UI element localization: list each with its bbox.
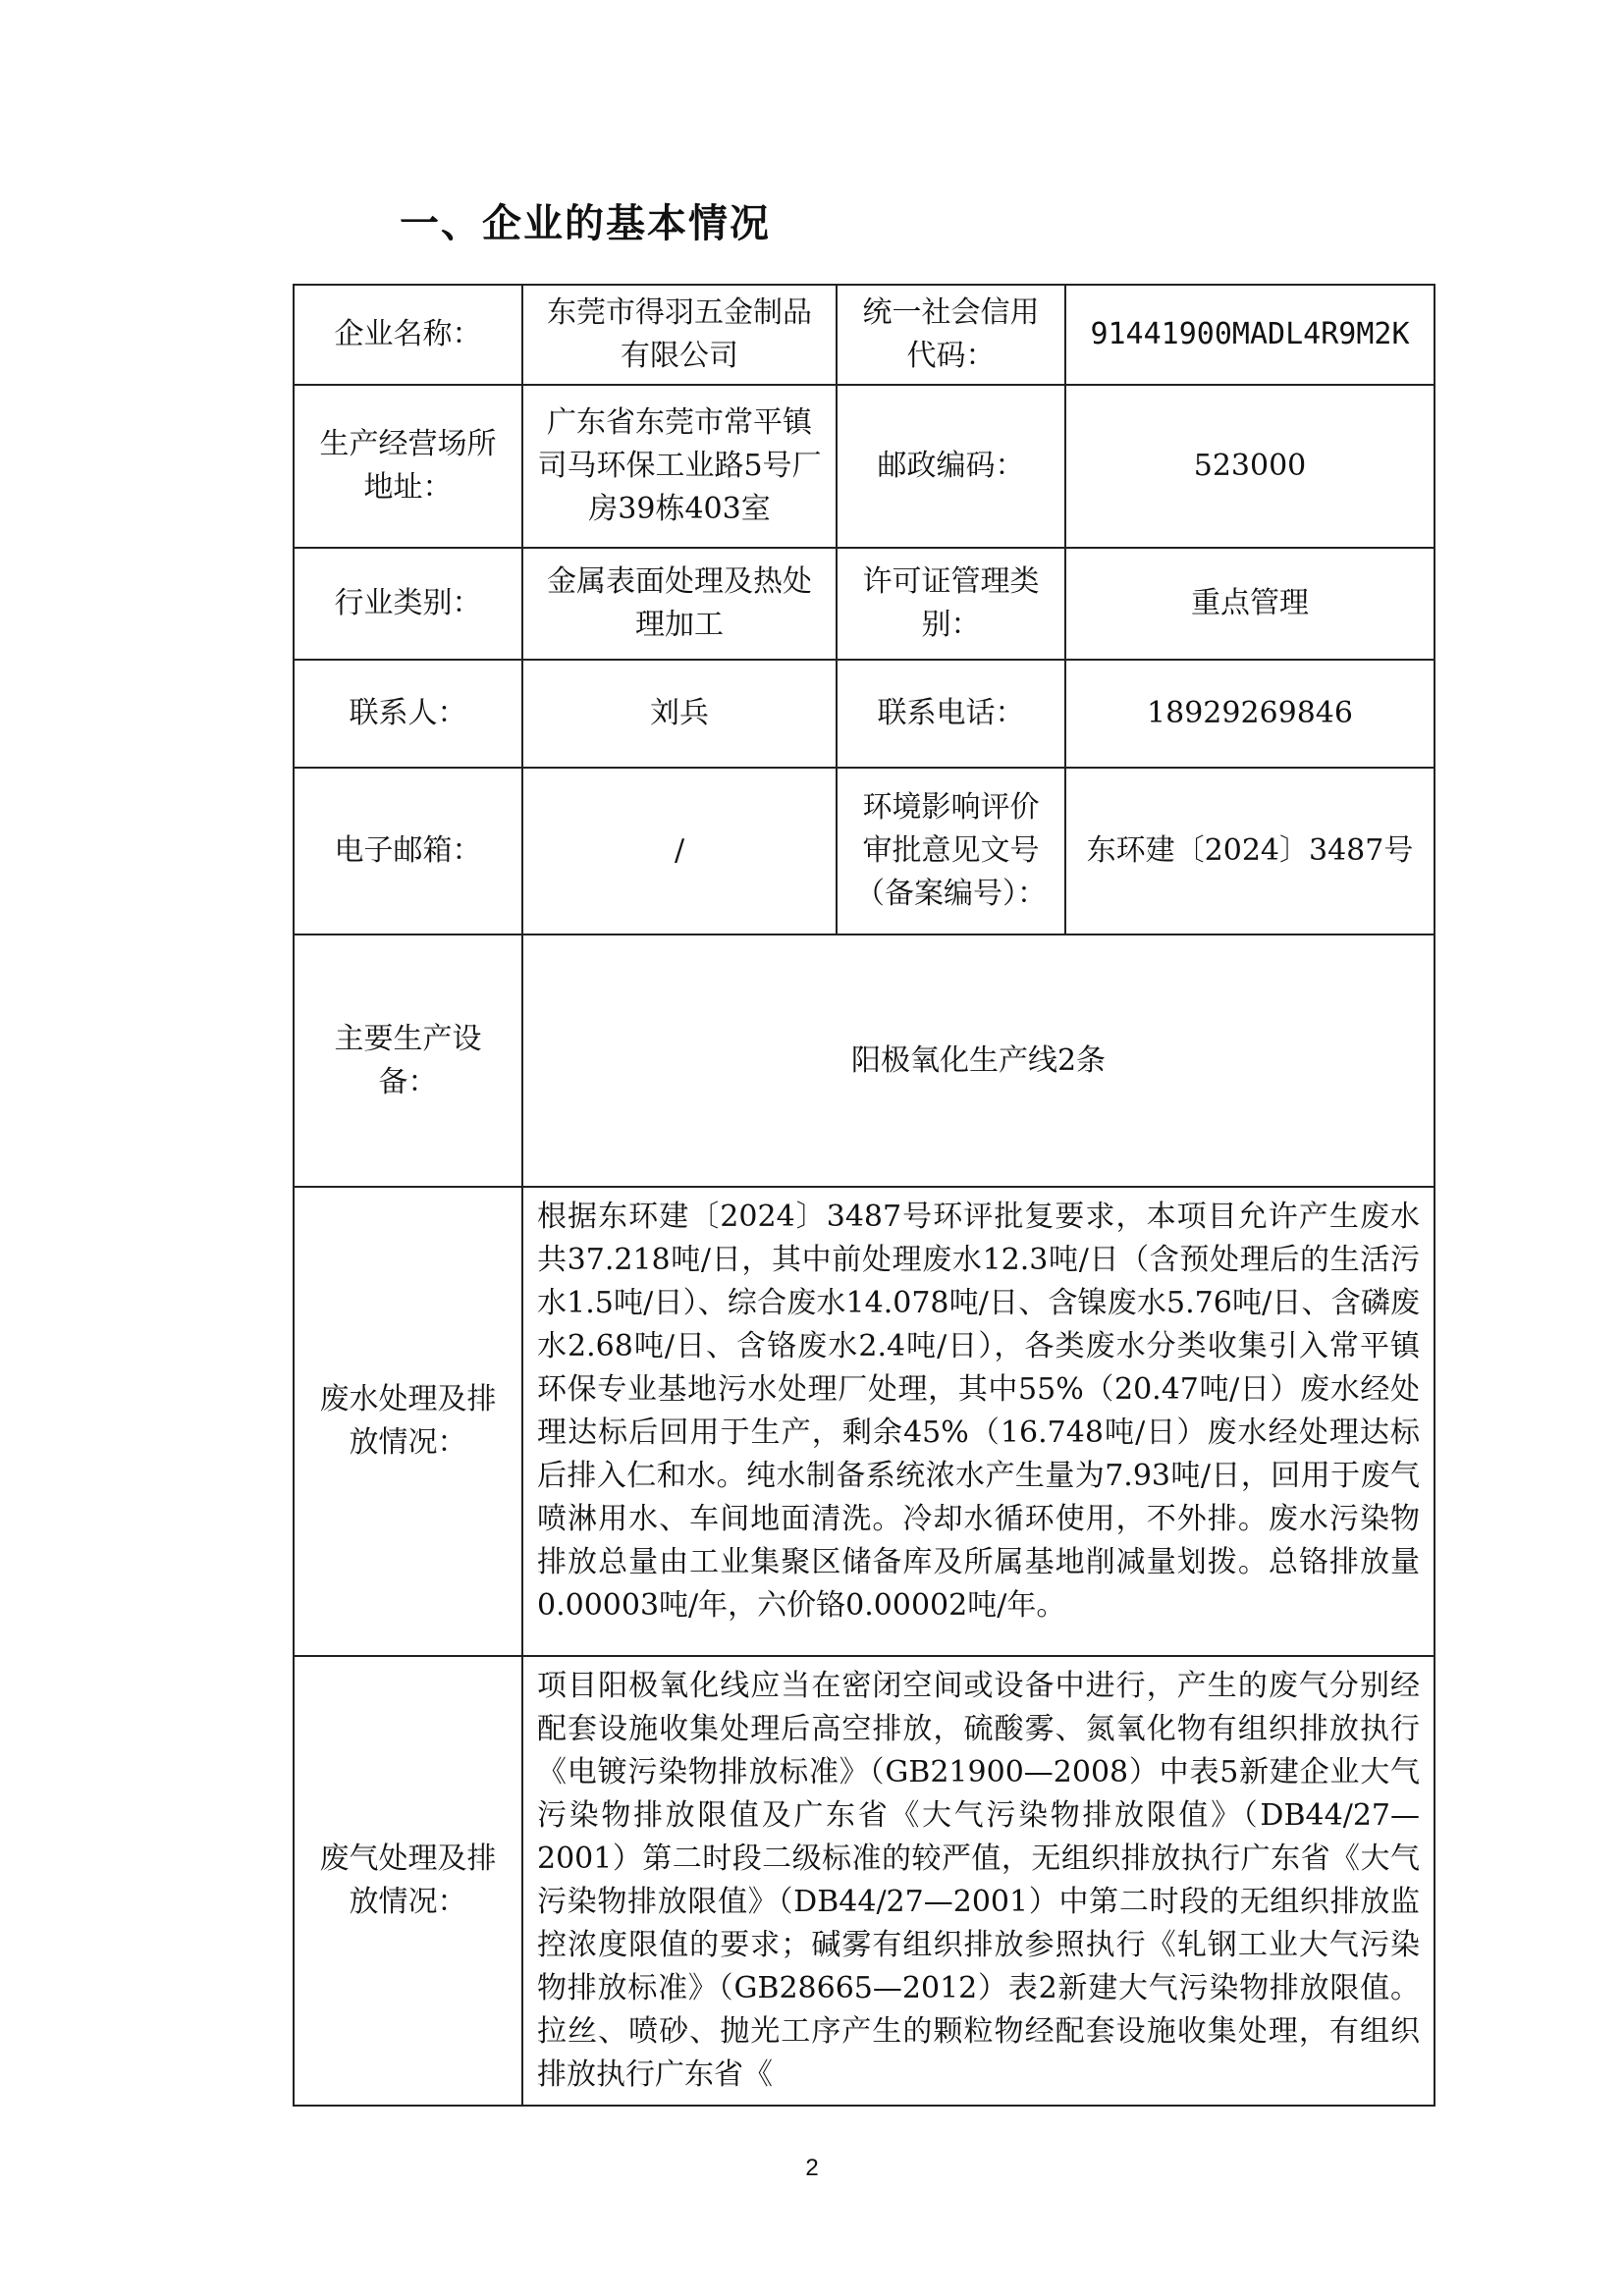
row-equipment	[294, 934, 1435, 1187]
permit-type: 重点管理	[1065, 548, 1435, 660]
row-address	[294, 385, 1435, 548]
email-label: 电子邮箱：	[294, 768, 522, 934]
postal-code: 523000	[1065, 385, 1435, 548]
credit-code: 91441900MADL4R9M2K	[1065, 285, 1435, 385]
equipment: 阳极氧化生产线2条	[522, 934, 1435, 1187]
enterprise-info-table	[293, 284, 1435, 2107]
permit-type-label: 许可证管理类别：	[837, 548, 1065, 660]
company-name: 东莞市得羽五金制品有限公司	[522, 285, 837, 385]
row-exhaust	[294, 1656, 1435, 2106]
row-wastewater	[294, 1187, 1435, 1656]
eia-number: 东环建〔2024〕3487号	[1065, 768, 1435, 934]
row-company	[294, 285, 1435, 385]
wastewater-label: 废水处理及排放情况：	[294, 1187, 522, 1656]
equipment-label: 主要生产设备：	[294, 934, 522, 1187]
row-contact	[294, 660, 1435, 768]
postal-code-label: 邮政编码：	[837, 385, 1065, 548]
wastewater-description: 根据东环建〔2024〕3487号环评批复要求，本项目允许产生废水共37.218吨/日，其中前处理废水12.3吨/日（含预处理后的生活污水1.5吨/日）、综合废水14.078吨/日、含镍废水5.76吨/日、含磷废水2.68吨/日、含铬废水2.4吨/日），各类废水分类收集引入常平镇环保专业基地污水处理厂处理，其中55%（20.47吨/日）废水经处理达标后回用于生产，剩余45%（16.748吨/日）废水经处理达标后排入仁和水。纯水制备系统浓水产生量为7.93吨/日，回用于废气喷淋用水、车间地面清洗。冷却水循环使用，不外排。废水污染物排放总量由工业集聚区储备库及所属基地削减量划拨。总铬排放量0.00003吨/年，六价铬0.00002吨/年。	[522, 1187, 1435, 1656]
phone-label: 联系电话：	[837, 660, 1065, 768]
exhaust-description: 项目阳极氧化线应当在密闭空间或设备中进行，产生的废气分别经配套设施收集处理后高空排放，硫酸雾、氮氧化物有组织排放执行《电镀污染物排放标准》（GB21900—2008）中表5新建企业大气污染物排放限值及广东省《大气污染物排放限值》（DB44/27—2001）第二时段二级标准的较严值，无组织排放执行广东省《大气污染物排放限值》（DB44/27—2001）中第二时段的无组织排放监控浓度限值的要求；碱雾有组织排放参照执行《轧钢工业大气污染物排放标准》（GB28665—2012）表2新建大气污染物排放限值。拉丝、喷砂、抛光工序产生的颗粒物经配套设施收集处理，有组织排放执行广东省《	[522, 1656, 1435, 2106]
phone-number: 18929269846	[1065, 660, 1435, 768]
row-email	[294, 768, 1435, 934]
page-title: 一、企业的基本情况	[400, 201, 771, 246]
eia-number-label: 环境影响评价审批意见文号（备案编号）：	[837, 768, 1065, 934]
contact-person: 刘兵	[522, 660, 837, 768]
row-industry	[294, 548, 1435, 660]
email: /	[522, 768, 837, 934]
company-name-label: 企业名称：	[294, 285, 522, 385]
industry-label: 行业类别：	[294, 548, 522, 660]
credit-code-label: 统一社会信用代码：	[837, 285, 1065, 385]
page-number: 2	[805, 2155, 819, 2181]
industry: 金属表面处理及热处理加工	[522, 548, 837, 660]
contact-label: 联系人：	[294, 660, 522, 768]
address-label: 生产经营场所地址：	[294, 385, 522, 548]
exhaust-label: 废气处理及排放情况：	[294, 1656, 522, 2106]
address: 广东省东莞市常平镇司马环保工业路5号厂房39栋403室	[522, 385, 837, 548]
